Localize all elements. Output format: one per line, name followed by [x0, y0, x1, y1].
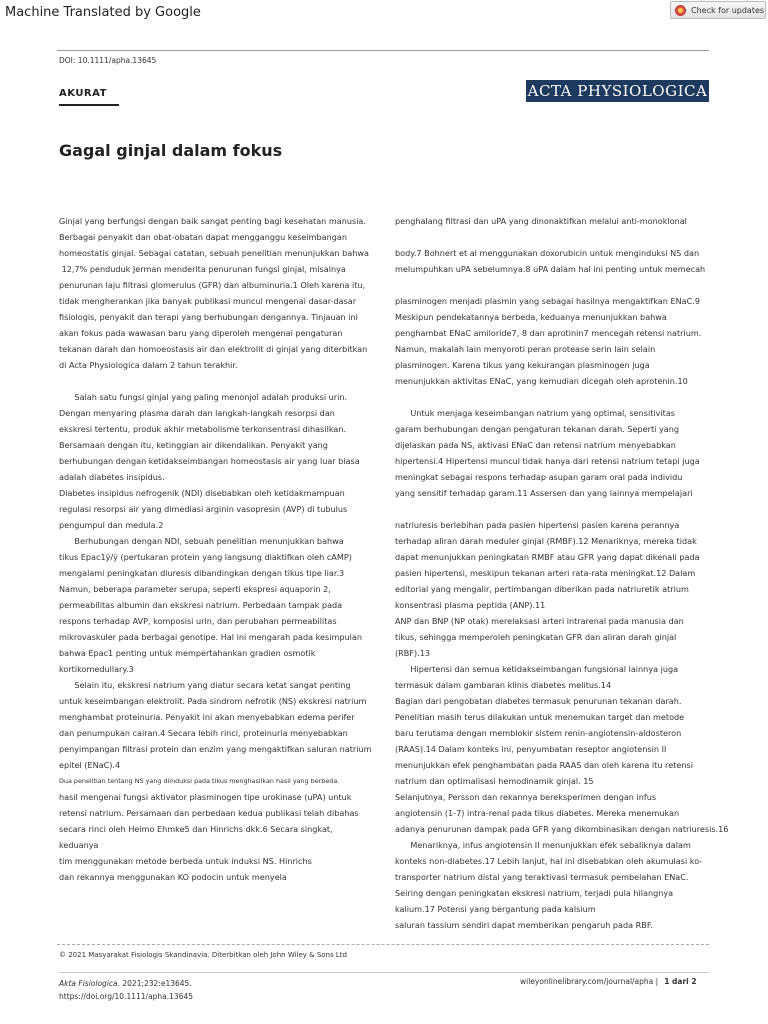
- text-line: Selanjutnya, Persson dan rekannya bereksperimen dengan infus: [395, 792, 657, 802]
- text-line: Penelitian masih terus dilakukan untuk menemukan target dan metode: [395, 712, 685, 722]
- paragraph-gap: [395, 389, 715, 405]
- text-line: 12,7% penduduk Jerman menderita penurunan fungsi ginjal, misalnya: [59, 264, 346, 274]
- text-line: natriuresis berlebihan pada pasien hipertensi pasien karena perannya: [395, 520, 680, 530]
- text-line: Untuk menjaga keseimbangan natrium yang optimal, sensitivitas: [395, 408, 676, 418]
- text-line: garam berhubungan dengan pengaturan tekanan darah. Seperti yang: [395, 424, 679, 434]
- text-line: dapat menunjukkan peningkatan RMBF atau GFR yang dapat dikenali pada: [395, 552, 700, 562]
- text-line: homeostatis ginjal. Sebagai catatan, sebuah penelitian menunjukkan bahwa: [59, 248, 369, 258]
- text-line: menghambat proteinuria. Penyakit ini akan menyebabkan edema perifer: [59, 712, 355, 722]
- translation-header: [0, 0, 768, 30]
- page-number: 1 dari 2: [664, 977, 697, 986]
- text-line: saluran tassium sendiri dapat memberikan pengaruh pada RBF.: [395, 920, 653, 930]
- text-line: Hipertensi dan semua ketidakseimbangan fungsional lainnya juga: [395, 664, 679, 674]
- text-line: body.7 Bohnert et al menggunakan doxorubicin untuk menginduksi NS dan: [395, 248, 700, 258]
- text-line: adalah diabetes insipidus.: [59, 472, 165, 482]
- text-line: transporter natrium distal yang teraktivasi termasuk pembelahan ENaC.: [395, 872, 689, 882]
- text-line: Berbagai penyakit dan obat-obatan dapat mengganggu keseimbangan: [59, 232, 347, 242]
- text-line: Meskipun pendekatannya berbeda, keduanya menunjukkan bahwa: [395, 312, 667, 322]
- article-category: AKURAT: [59, 88, 107, 99]
- text-line: bahwa Epac1 penting untuk mempertahankan gradien osmotik: [59, 648, 316, 658]
- text-line: pasien hipertensi, meskipun tekanan arteri rata-rata meningkat.12 Dalam: [395, 568, 696, 578]
- text-line: dijelaskan pada NS, aktivasi ENaC dan retensi natrium menyebabkan: [395, 440, 676, 450]
- text-line: tekanan darah dan homoeostasis air dan elektrolit di ginjal yang diterbitkan: [59, 344, 368, 354]
- text-line: tikus, sehingga memperoleh peningkatan GFR dan aliran darah ginjal: [395, 632, 677, 642]
- text-line: penyimpangan filtrasi protein dan enzim yang mengaktifkan saluran natrium: [59, 744, 372, 754]
- citation-block: [59, 977, 193, 1003]
- text-line: angiotensin (1-7) intra-renal pada tikus diabetes. Mereka menemukan: [395, 808, 680, 818]
- text-line: Salah satu fungsi ginjal yang paling menonjol adalah produksi urin.: [59, 392, 348, 402]
- text-line: yang sensitif terhadap garam.11 Assersen dan yang lainnya mempelajari: [395, 488, 693, 498]
- text-line: Menariknya, infus angiotensin II menunjukkan efek sebaliknya dalam: [395, 840, 691, 850]
- text-line: pengumpul dan medula.2: [59, 520, 164, 530]
- text-line: Dua penelitian tentang NS yang diinduksi pada tikus menghasilkan hasil yang berbeda.: [59, 777, 340, 785]
- text-line: Bagian dari pengobatan diabetes termasuk penurunan tekanan darah.: [395, 696, 682, 706]
- text-line: Namun, makalah lain menyoroti peran protease serin lain selain: [395, 344, 656, 354]
- paragraph-gap: [59, 373, 377, 389]
- machine-translated-label: Machine Translated by Google: [5, 5, 201, 20]
- text-line: (RBF).13: [395, 648, 431, 658]
- category-underline: [59, 104, 119, 106]
- text-line: keduanya: [59, 840, 99, 850]
- paragraph-gap: [395, 229, 715, 245]
- journal-abbrev: Akta Fisiologica: [59, 979, 118, 988]
- text-line: penghalang filtrasi dan uPA yang dinonaktifkan melalui anti-monoklonal: [395, 216, 687, 226]
- text-line: (RAAS).14 Dalam konteks ini, penyumbatan reseptor angiotensin II: [395, 744, 667, 754]
- text-line: fisiologis, penyakit dan terapi yang berhubungan dengannya. Tinjauan ini: [59, 312, 358, 322]
- text-line: editorial yang mengalir, pertimbangan diberikan pada natriuretik atrium: [395, 584, 689, 594]
- text-line: ANP dan BNP (NP otak) merelaksasi arteri intrarenal pada manusia dan: [395, 616, 684, 626]
- doi-label: DOI: 10.1111/apha.13645: [59, 56, 157, 65]
- text-line: dan penumpukan cairan.4 Secara lebih rinci, proteinuria menyebabkan: [59, 728, 348, 738]
- text-line: Seiring dengan peningkatan ekskresi natrium, terjadi pula hilangnya: [395, 888, 674, 898]
- text-line: Bersamaan dengan itu, ketinggian air dikendalikan. Penyakit yang: [59, 440, 328, 450]
- text-line: regulasi resorpsi air yang dimediasi arginin vasopresin (AVP) di tubulus: [59, 504, 348, 514]
- text-line: akan fokus pada wawasan baru yang diperoleh mengenai pengaturan: [59, 328, 343, 338]
- journal-website-link[interactable]: wileyonlinelibrary.com/journal/apha: [520, 977, 654, 986]
- crossmark-icon: [675, 5, 686, 16]
- text-line: dan rekannya menggunakan KO podocin untuk menyela: [59, 872, 287, 882]
- text-line: penghambat ENaC amiloride7, 8 dan aprotinin7 mencegah retensi natrium.: [395, 328, 702, 338]
- citation-details: . 2021;232:e13645.: [117, 979, 192, 988]
- text-line: Dengan menyaring plasma darah dan langkah-langkah resorpsi dan: [59, 408, 335, 418]
- text-line: melumpuhkan uPA sebelumnya.8 uPA dalam hal ini penting untuk memecah: [395, 264, 706, 274]
- text-line: baru terutama dengan memblokir sistem renin-angiotensin-aldosteron: [395, 728, 682, 738]
- text-line: konsentrasi plasma peptida (ANP).11: [395, 600, 546, 610]
- text-line: tidak mengherankan jika banyak publikasi muncul mengenai dasar-dasar: [59, 296, 357, 306]
- paragraph-gap: [395, 501, 715, 517]
- text-line: kortikomedullary.3: [59, 664, 134, 674]
- journal-logo: ACTA PHYSIOLOGICA: [527, 82, 708, 100]
- text-line: Namun, beberapa parameter serupa, seperti ekspresi aquaporin 2,: [59, 584, 331, 594]
- right-text-column: [395, 213, 729, 933]
- text-line: penurunan laju filtrasi glomerulus (GFR) dan albuminuria.1 Oleh karena itu,: [59, 280, 366, 290]
- text-line: Ginjal yang berfungsi dengan baik sangat penting bagi kesehatan manusia.: [59, 216, 366, 226]
- text-line: tim menggunakan metode berbeda untuk induksi NS. Hinrichs: [59, 856, 312, 866]
- text-line: menunjukkan aktivitas ENaC, yang kemudian dicegah oleh aprotenin.10: [395, 376, 688, 386]
- text-line: kalium.17 Potensi yang bergantung pada kalsium: [395, 904, 596, 914]
- text-line: secara rinci oleh Heimo Ehmke5 dan Hinrichs dkk.6 Secara singkat,: [59, 824, 333, 834]
- text-line: hasil mengenai fungsi aktivator plasminogen tipe urokinase (uPA) untuk: [59, 792, 352, 802]
- text-line: tikus Epac1ÿ/ÿ (pertukaran protein yang langsung diaktifkan oleh cAMP): [59, 552, 352, 562]
- text-line: Berhubungan dengan NDI, sebuah penelitian menunjukkan bahwa: [59, 536, 344, 546]
- bottom-rule: [57, 944, 709, 945]
- copyright-notice: © 2021 Masyarakat Fisiologis Skandinavia. Diterbitkan oleh John Wiley & Sons Ltd: [59, 951, 347, 959]
- text-line: natrium dan optimalisasi hemodinamik ginjal. 15: [395, 776, 594, 786]
- text-line: berhubungan dengan ketidakseimbangan homeostasis air yang luar biasa: [59, 456, 360, 466]
- text-line: termasuk dalam gambaran klinis diabetes melitus.14: [395, 680, 612, 690]
- article-title: Gagal ginjal dalam fokus: [59, 141, 283, 160]
- doi-link[interactable]: https://doi.org/10.1111/apha.13645: [59, 992, 194, 1001]
- check-for-updates-button[interactable]: [670, 1, 766, 19]
- text-line: Diabetes insipidus nefrogenik (NDI) disebabkan oleh ketidakmampuan: [59, 488, 345, 498]
- text-line: di Acta Physiologica dalam 2 tahun terakhir.: [59, 360, 238, 370]
- text-line: konteks non-diabetes.17 Lebih lanjut, hal ini disebabkan oleh akumulasi ko-: [395, 856, 703, 866]
- text-line: hipertensi.4 Hipertensi muncul tidak hanya dari retensi natrium tetapi juga: [395, 456, 700, 466]
- text-line: menunjukkan efek penghambatan pada RAAS dan oleh karena itu retensi: [395, 760, 693, 770]
- text-line: Selain itu, ekskresi natrium yang diatur secara ketat sangat penting: [59, 680, 351, 690]
- text-line: terhadap aliran darah meduler ginjal (RMBF).12 Menariknya, mereka tidak: [395, 536, 697, 546]
- text-line: mikrovaskuler pada berbagai genotipe. Hal ini mengarah pada kesimpulan: [59, 632, 362, 642]
- footer-rule: [59, 972, 709, 973]
- text-line: adanya penurunan dampak pada GFR yang dikombinasikan dengan natriuresis.16: [395, 824, 729, 834]
- text-line: mengalami peningkatan diuresis dibandingkan dengan tikus tipe liar.3: [59, 568, 345, 578]
- top-rule: [57, 50, 709, 51]
- page-separator: |: [655, 977, 659, 986]
- text-line: retensi natrium. Persamaan dan perbedaan kedua publikasi telah dibahas: [59, 808, 359, 818]
- text-line: plasminogen menjadi plasmin yang sebagai hasilnya mengaktifkan ENaC.9: [395, 296, 700, 306]
- text-line: ekskresi tertentu, produk akhir metabolisme terkonsentrasi dihasilkan.: [59, 424, 347, 434]
- text-line: epitel (ENaC).4: [59, 760, 121, 770]
- paragraph-gap: [395, 277, 715, 293]
- text-line: meningkat sebagai respons terhadap asupan garam oral pada individu: [395, 472, 683, 482]
- footer-right: [520, 977, 697, 986]
- text-line: respons terhadap AVP, komposisi urin, dan perubahan permeabilitas: [59, 616, 337, 626]
- left-text-column: [59, 213, 377, 885]
- text-line: permeabilitas albumin dan ekskresi natrium. Perbedaan tampak pada: [59, 600, 343, 610]
- text-line: untuk keseimbangan elektrolit. Pada sindrom nefrotik (NS) ekskresi natrium: [59, 696, 367, 706]
- check-for-updates-label: Check for updates: [691, 6, 765, 15]
- text-line: plasminogen. Karena tikus yang kekurangan plasminogen juga: [395, 360, 650, 370]
